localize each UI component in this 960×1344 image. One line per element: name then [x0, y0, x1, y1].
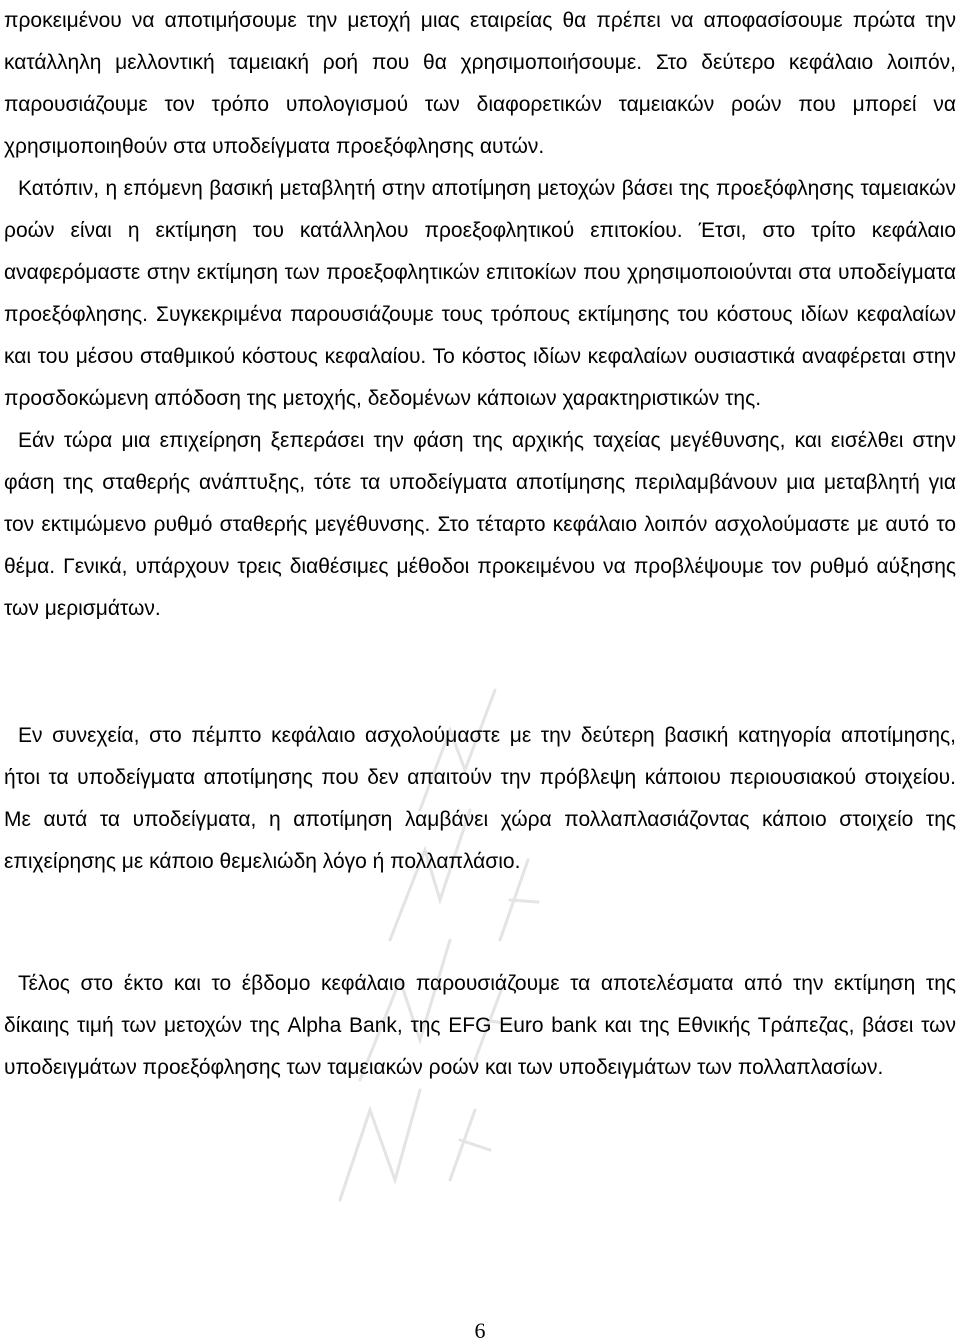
page-number: 6 [474, 1318, 486, 1343]
paragraph-chapter-four: Εάν τώρα μια επιχείρηση ξεπεράσει την φάση της αρχικής ταχείας μεγέθυνσης, και εισέλθει στην φάση της σταθερής ανάπτυξης, τότε τα υποδείγματα αποτίμησης περιλαμβάνουν μια μεταβλητή για τον εκτιμώμενο ρυθμό σταθερής μεγέθυνσης. Στο τέταρτο κεφάλαιο λοιπόν ασχολούμαστε με αυτό το θέμα. Γενικά, υπάρχουν τρεις διαθέσιμες μέθοδοι προκειμένου να προβλέψουμε τον ρυθμό αύξησης των μερισμάτων. [4, 429, 956, 620]
chapter-five-section [4, 715, 956, 883]
chapters-six-seven-section [4, 963, 956, 1089]
paragraph-chapters-six-seven: Τέλος στο έκτο και το έβδομο κεφάλαιο παρουσιάζουμε τα αποτελέσματα από την εκτίμηση της δίκαιης τιμή των μετοχών της Alpha Bank, της EFG Euro bank και της Εθνικής Τράπεζας, βάσει των υποδειγμάτων προεξόφλησης των ταμειακών ροών και των υποδειγμάτων των πολλαπλασίων. [4, 972, 956, 1079]
intro-paragraphs [4, 0, 956, 630]
paragraph-chapter-five: Εν συνεχεία, στο πέμπτο κεφάλαιο ασχολούμαστε με την δεύτερη βασική κατηγορία αποτίμησης, ήτοι τα υποδείγματα αποτίμησης που δεν απαιτούν την πρόβλεψη κάποιου περιουσιακού στοιχείου. Με αυτά τα υποδείγματα, η αποτίμηση λαμβάνει χώρα πολλαπλασιάζοντας κάποιο στοιχείο της επιχείρησης με κάποιο θεμελιώδη λόγο ή πολλαπλάσιο. [4, 724, 956, 873]
paragraph-chapter-three: Κατόπιν, η επόμενη βασική μεταβλητή στην αποτίμηση μετοχών βάσει της προεξόφλησης ταμειακών ροών είναι η εκτίμηση του κατάλληλου προεξοφλητικού επιτοκίου. Έτσι, στο τρίτο κεφάλαιο αναφερόμαστε στην εκτίμηση των προεξοφλητικών επιτοκίων που χρησιμοποιούνται στα υποδείγματα προεξόφλησης. Συγκεκριμένα παρουσιάζουμε τους τρόπους εκτίμησης του κόστους ιδίων κεφαλαίων και του μέσου σταθμικού κόστους κεφαλαίου. Το κόστος ιδίων κεφαλαίων ουσιαστικά αναφέρεται στην προσδοκώμενη απόδοση της μετοχής, δεδομένων κάποιων χαρακτηριστικών της. [4, 177, 956, 410]
paragraph-chapter-two: προκειμένου να αποτιμήσουμε την μετοχή μιας εταιρείας θα πρέπει να αποφασίσουμε πρώτα την κατάλληλη μελλοντική ταμειακή ροή που θα χρησιμοποιήσουμε. Στο δεύτερο κεφάλαιο λοιπόν, παρουσιάζουμε τον τρόπο υπολογισμού των διαφορετικών ταμειακών ροών που μπορεί να χρησιμοποιηθούν στα υποδείγματα προεξόφλησης αυτών. [4, 9, 956, 158]
